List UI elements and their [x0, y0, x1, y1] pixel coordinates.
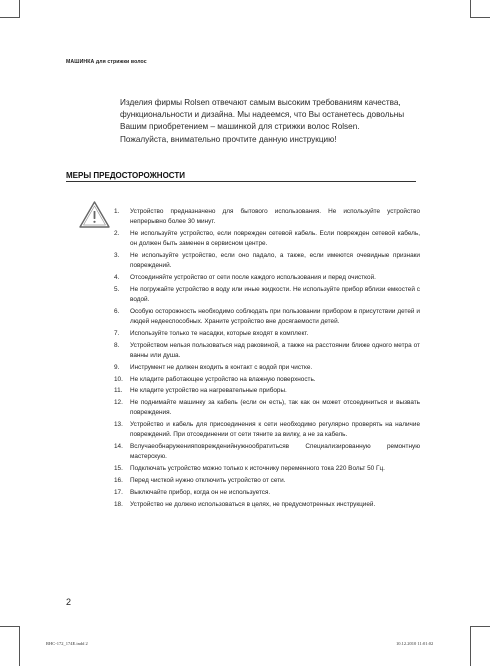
- running-header: МАШИНКА для стрижки волос: [66, 59, 147, 65]
- section-title: МЕРЫ ПРЕДОСТОРОЖНОСТИ: [66, 171, 186, 180]
- list-item-number: 16.: [114, 477, 123, 485]
- list-item-number: 10.: [114, 375, 123, 383]
- list-item: [114, 488, 420, 498]
- list-item-number: 7.: [114, 329, 120, 337]
- list-item-number: 15.: [114, 465, 123, 473]
- list-item-text: Инструмент не должен входить в контакт с водой при чистке.: [130, 363, 313, 371]
- list-item-text: Устройство и кабель для присоединения к сети необходимо регулярно проверять на наличие повреждений. При отсоединении от сети тяните за вилку, а не за кабель.: [130, 421, 420, 439]
- list-item-number: 2.: [114, 229, 120, 237]
- list-item: [114, 375, 420, 385]
- list-item-number: 14.: [114, 443, 123, 451]
- footer-datetime: 10.12.2010 11:01:02: [396, 641, 434, 646]
- precautions-list: [114, 207, 420, 512]
- crop-mark: [470, 0, 471, 18]
- list-item: [114, 341, 420, 361]
- list-item-number: 9.: [114, 363, 120, 371]
- list-item: [114, 207, 420, 227]
- list-item: [114, 329, 420, 339]
- list-item: [114, 476, 420, 486]
- list-item-text: Не кладите устройство на нагревательные приборы.: [130, 387, 287, 395]
- list-item-number: 13.: [114, 421, 123, 429]
- list-item: [114, 398, 420, 418]
- crop-mark: [470, 17, 490, 18]
- crop-mark: [0, 626, 20, 627]
- list-item: [114, 229, 420, 249]
- intro-text: [120, 97, 420, 146]
- section-divider: [66, 181, 416, 182]
- list-item-number: 8.: [114, 341, 120, 349]
- list-item: [114, 273, 420, 283]
- crop-mark: [470, 626, 471, 666]
- list-item-number: 11.: [114, 387, 123, 395]
- list-item-text: Не используйте устройство, если поврежден сетевой кабель. Если поврежден сетевой кабель, он должен быть заменен в сервисном центре.: [130, 229, 420, 248]
- list-item-number: 6.: [114, 307, 120, 315]
- list-item-number: 1.: [114, 208, 120, 215]
- crop-mark: [19, 626, 20, 666]
- list-item: [114, 285, 420, 305]
- list-item: [114, 464, 420, 474]
- intro-paragraph: Изделия фирмы Rolsen отвечают самым высоким требованиям качества, функциональности и дизайна. Мы надеемся, что Вы останетесь довольны Вашим приобретением – машинкой для стрижки волос Rolsen.: [120, 98, 405, 132]
- footer-filename: RHC-172_174E.indd 2: [46, 641, 88, 646]
- list-item: [114, 442, 420, 462]
- list-item-text: Не кладите работающее устройство на влажную поверхность.: [130, 375, 316, 383]
- list-item-number: 17.: [114, 489, 123, 497]
- list-item-number: 18.: [114, 500, 123, 508]
- list-item-number: 3.: [114, 251, 120, 259]
- list-item-text: Не погружайте устройство в воду или иные жидкости. Не используйте прибор вблизи емкостей с водой.: [130, 285, 420, 303]
- warning-triangle-icon: [78, 200, 111, 229]
- list-item-text: Вслучаеобнаруженияповрежденийнужнообратитьсяв Специализированную ремонтную мастерскую.: [130, 443, 420, 461]
- intro-instruction: Пожалуйста, внимательно прочтите данную инструкцию!: [120, 134, 337, 144]
- list-item: [114, 363, 420, 373]
- list-item-text: Отсоединяйте устройство от сети после каждого использования и перед очисткой.: [130, 273, 376, 281]
- list-item: [114, 386, 420, 396]
- list-item-text: Не поднимайте машинку за кабель (если он есть), так как он может отсоединиться и вызвать повреждения.: [130, 399, 420, 417]
- list-item: [114, 500, 420, 510]
- list-item-text: Не используйте устройство, если оно падало, а также, если имеются очевидные признаки повреждений.: [130, 251, 420, 270]
- list-item-text: Выключайте прибор, когда он не используется.: [130, 489, 271, 497]
- list-item-number: 12.: [114, 399, 123, 407]
- page-number: 2: [66, 597, 72, 607]
- list-item-text: Устройством нельзя пользоваться над раковиной, а также на расстоянии ближе одного метра от ванны или душа.: [130, 341, 420, 359]
- list-item: [114, 251, 420, 271]
- list-item-text: Подключать устройство можно только к источнику переменного тока 220 Вольт 50 Гц.: [130, 465, 385, 473]
- list-item-text: Устройство не должно использоваться в целях, не предусмотренных инструкцией.: [130, 500, 376, 508]
- list-item-text: Устройство предназначено для бытового использования. Не используйте устройство непрерывно более 30 минут.: [130, 208, 420, 226]
- list-item-number: 4.: [114, 273, 120, 281]
- list-item: [114, 420, 420, 440]
- list-item-text: Используйте только те насадки, которые входят в комплект.: [130, 329, 309, 337]
- list-item-number: 5.: [114, 285, 120, 293]
- crop-mark: [0, 17, 20, 18]
- crop-mark: [470, 626, 490, 627]
- crop-mark: [19, 0, 20, 18]
- list-item-text: Перед чисткой нужно отключить устройство от сети.: [130, 477, 286, 485]
- list-item-text: Особую осторожность необходимо соблюдать при пользовании прибором в присутствии детей и людей недееспособных. Храните устройство вне досягаемости детей.: [130, 307, 420, 325]
- list-item: [114, 307, 420, 327]
